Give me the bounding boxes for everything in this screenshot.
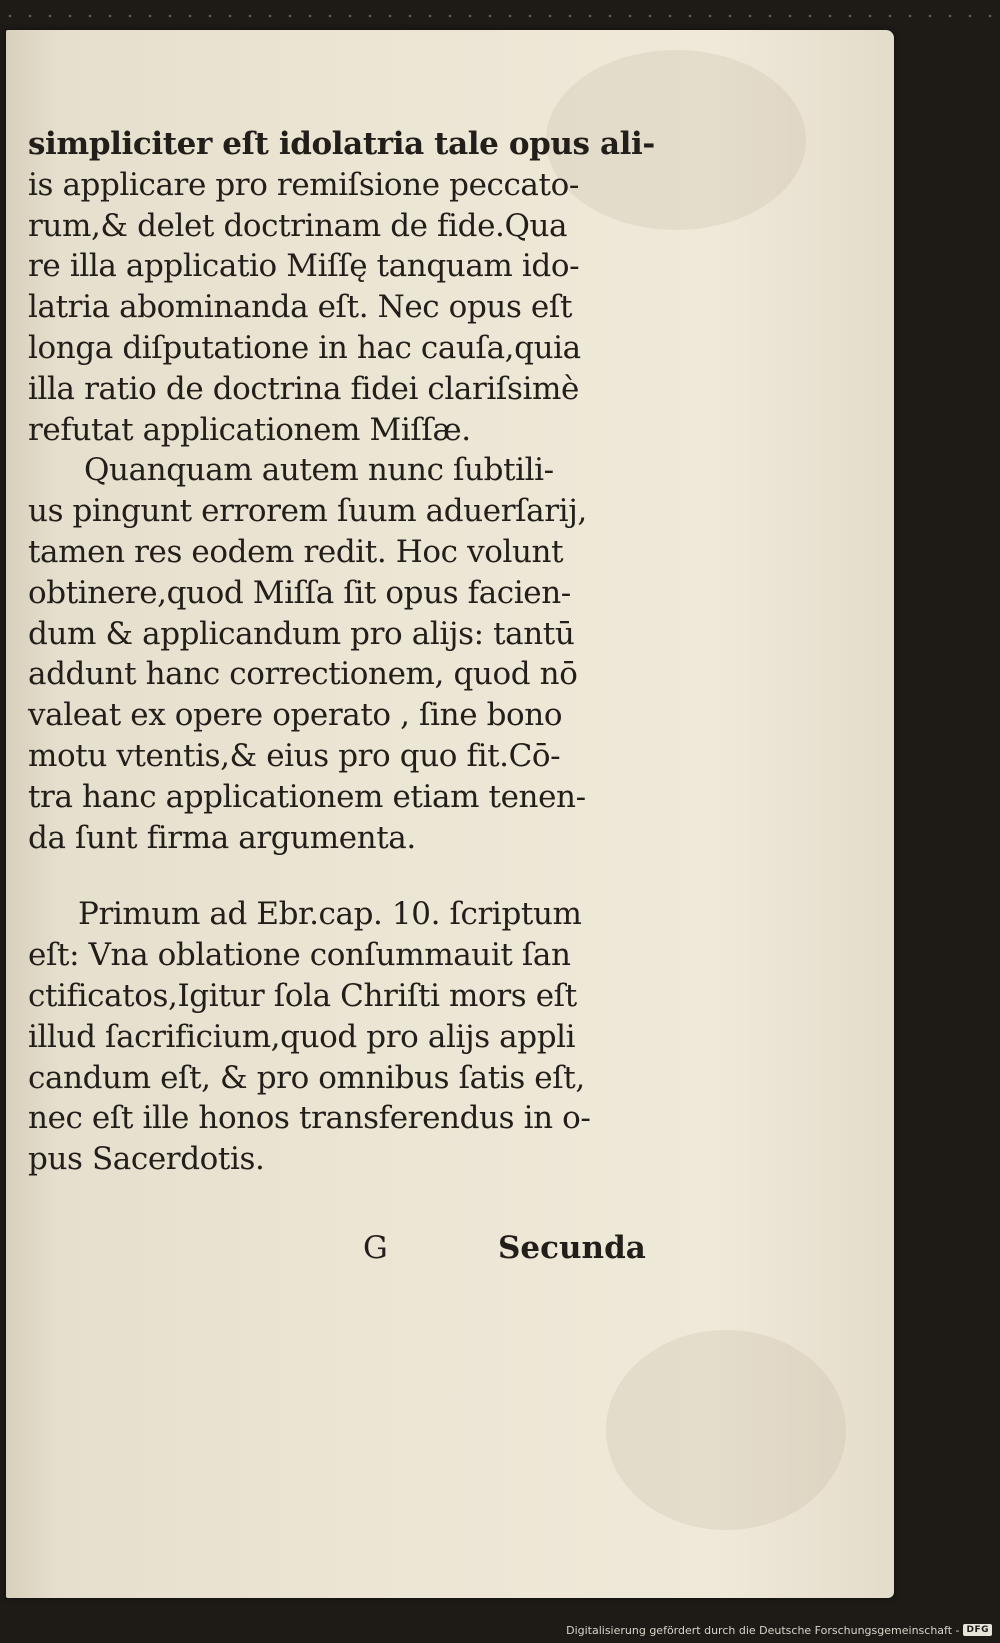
- credit-text: Digitalisierung gefördert durch die Deutsche Forschungsgemeinschaft -: [566, 1623, 960, 1637]
- signature-mark: G: [363, 1230, 388, 1266]
- text-line: Primum ad Ebr.cap. 10. ſcriptum: [78, 896, 582, 933]
- text-line: pus Sacerdotis.: [28, 1141, 265, 1178]
- dfg-logo: DFG: [963, 1624, 992, 1636]
- text-line: nec eſt ille honos transferendus in o-: [28, 1100, 591, 1137]
- text-line: us pingunt errorem ſuum aduerſarij,: [28, 493, 587, 530]
- page-footer: [28, 1230, 648, 1272]
- book-page: [6, 30, 894, 1598]
- text-line: is applicare pro remiſsione peccato-: [28, 166, 579, 203]
- text-line: obtinere,quod Miſſa ſit opus facien-: [28, 574, 571, 611]
- text-line: valeat ex opere operato , ſine bono: [28, 697, 563, 734]
- catchword: Secunda: [498, 1230, 646, 1266]
- text-line: illud ſacrificium,quod pro alijs appli: [28, 1018, 576, 1055]
- text-line: latria abominanda eſt. Nec opus eſt: [28, 289, 573, 326]
- text-line: da ſunt firma argumenta.: [28, 819, 416, 856]
- paragraph-2: [28, 450, 648, 858]
- text-line: ctificatos,Igitur ſola Chriſti mors eſt: [28, 977, 577, 1014]
- text-line: Quanquam autem nunc ſubtili-: [84, 452, 554, 489]
- text-line: candum eſt, & pro omnibus ſatis eſt,: [28, 1059, 585, 1096]
- text-block: [28, 124, 655, 1180]
- text-line: refutat applicationem Miſſæ.: [28, 411, 471, 448]
- text-line: addunt hanc correctionem, quod nō: [28, 656, 578, 693]
- text-line: tamen res eodem redit. Hoc volunt: [28, 533, 564, 570]
- text-line: illa ratio de doctrina fidei clariſsimè: [28, 370, 579, 407]
- text-line: simpliciter eſt idolatria tale opus ali-: [28, 126, 655, 162]
- text-line: eſt: Vna oblatione conſummauit ſan: [28, 937, 571, 974]
- scan-top-edge: [0, 14, 1000, 18]
- text-line: re illa applicatio Miſſę tanquam ido-: [28, 248, 580, 285]
- text-line: rum,& delet doctrinam de fide.Qua: [28, 207, 568, 244]
- text-line: motu vtentis,& eius pro quo fit.Cō-: [28, 737, 561, 774]
- text-line: longa diſputatione in hac cauſa,quia: [28, 329, 581, 366]
- text-line: tra hanc applicationem etiam tenen-: [28, 778, 586, 815]
- paragraph-gap: [28, 858, 648, 894]
- paragraph-1: [28, 124, 655, 450]
- digitization-credit: [566, 1621, 992, 1639]
- paragraph-3: [28, 894, 648, 1180]
- paper-stain: [606, 1330, 846, 1530]
- text-line: dum & applicandum pro alijs: tantū: [28, 615, 575, 652]
